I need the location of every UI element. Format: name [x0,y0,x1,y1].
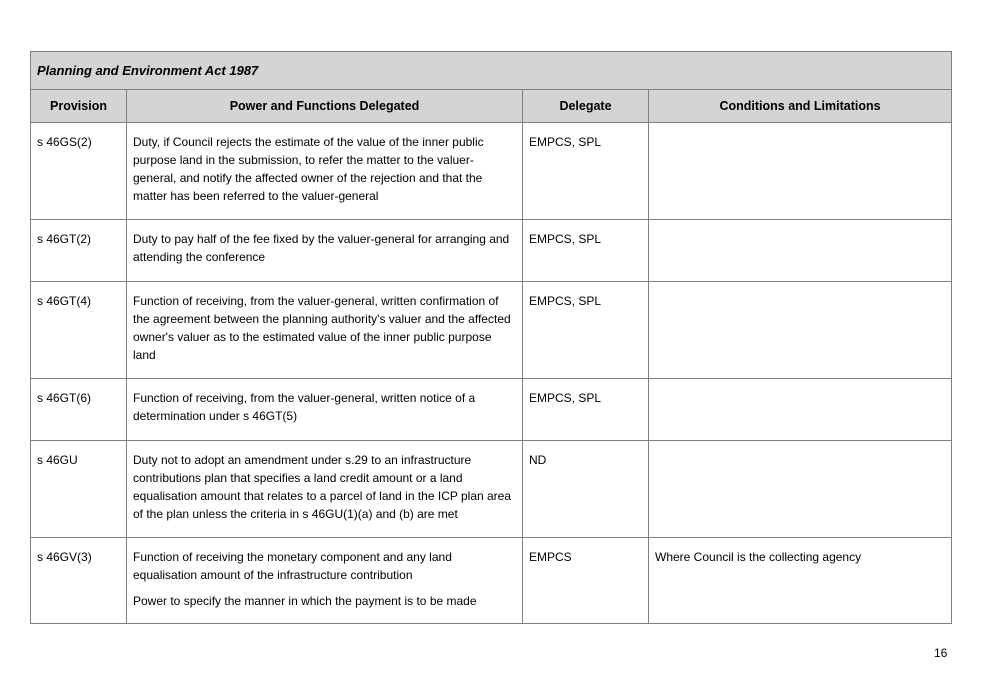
delegate-cell: EMPCS [523,538,649,624]
column-header-delegate: Delegate [523,90,649,123]
conditions-cell [649,379,952,441]
conditions-cell [649,441,952,538]
table-row [31,538,952,624]
power-text: Function of receiving, from the valuer-general, written notice of a determination under s 46GT(5) [133,391,476,423]
power-cell [127,282,523,379]
provision-cell: s 46GU [31,441,127,538]
conditions-cell [649,282,952,379]
power-cell [127,123,523,220]
delegate-cell: ND [523,441,649,538]
power-cell [127,538,523,624]
table-row [31,441,952,538]
provision-cell: s 46GS(2) [31,123,127,220]
delegate-cell: EMPCS, SPL [523,220,649,282]
delegate-cell: EMPCS, SPL [523,282,649,379]
power-text: Function of receiving, from the valuer-general, written confirmation of the agreement between the planning authority's valuer and the affected owner's valuer as to the estimated value of the inner public purpose land [133,294,511,362]
power-text: Power to specify the manner in which the payment is to be made [133,594,477,608]
column-header-conditions: Conditions and Limitations [649,90,952,123]
conditions-cell [649,123,952,220]
delegation-table [30,51,952,624]
provision-cell: s 46GV(3) [31,538,127,624]
provision-cell: s 46GT(6) [31,379,127,441]
column-header-provision: Provision [31,90,127,123]
power-text: Duty to pay half of the fee fixed by the valuer-general for arranging and attending the conference [133,232,510,264]
act-title: Planning and Environment Act 1987 [31,52,952,90]
table-row [31,123,952,220]
conditions-cell: Where Council is the collecting agency [649,538,952,624]
delegate-cell: EMPCS, SPL [523,123,649,220]
table-row [31,282,952,379]
provision-cell: s 46GT(4) [31,282,127,379]
table-row [31,220,952,282]
power-text: Duty not to adopt an amendment under s.29 to an infrastructure contributions plan that specifies a land credit amount or a land equalisation amount that relates to a parcel of land in the ICP plan area of the plan unless the criteria in s 46GU(1)(a) and (b) are met [133,453,512,521]
power-cell [127,441,523,538]
delegate-cell: EMPCS, SPL [523,379,649,441]
page-number: 16 [934,646,948,660]
column-header-power: Power and Functions Delegated [127,90,523,123]
table-row [31,379,952,441]
provision-cell: s 46GT(2) [31,220,127,282]
power-text: Function of receiving the monetary component and any land equalisation amount of the infrastructure contribution [133,550,452,582]
conditions-cell [649,220,952,282]
power-text: Duty, if Council rejects the estimate of the value of the inner public purpose land in the submission, to refer the matter to the valuer-general, and notify the affected owner of the rejection and that the matter has been referred to the valuer-general [133,135,484,203]
power-cell [127,220,523,282]
power-cell [127,379,523,441]
